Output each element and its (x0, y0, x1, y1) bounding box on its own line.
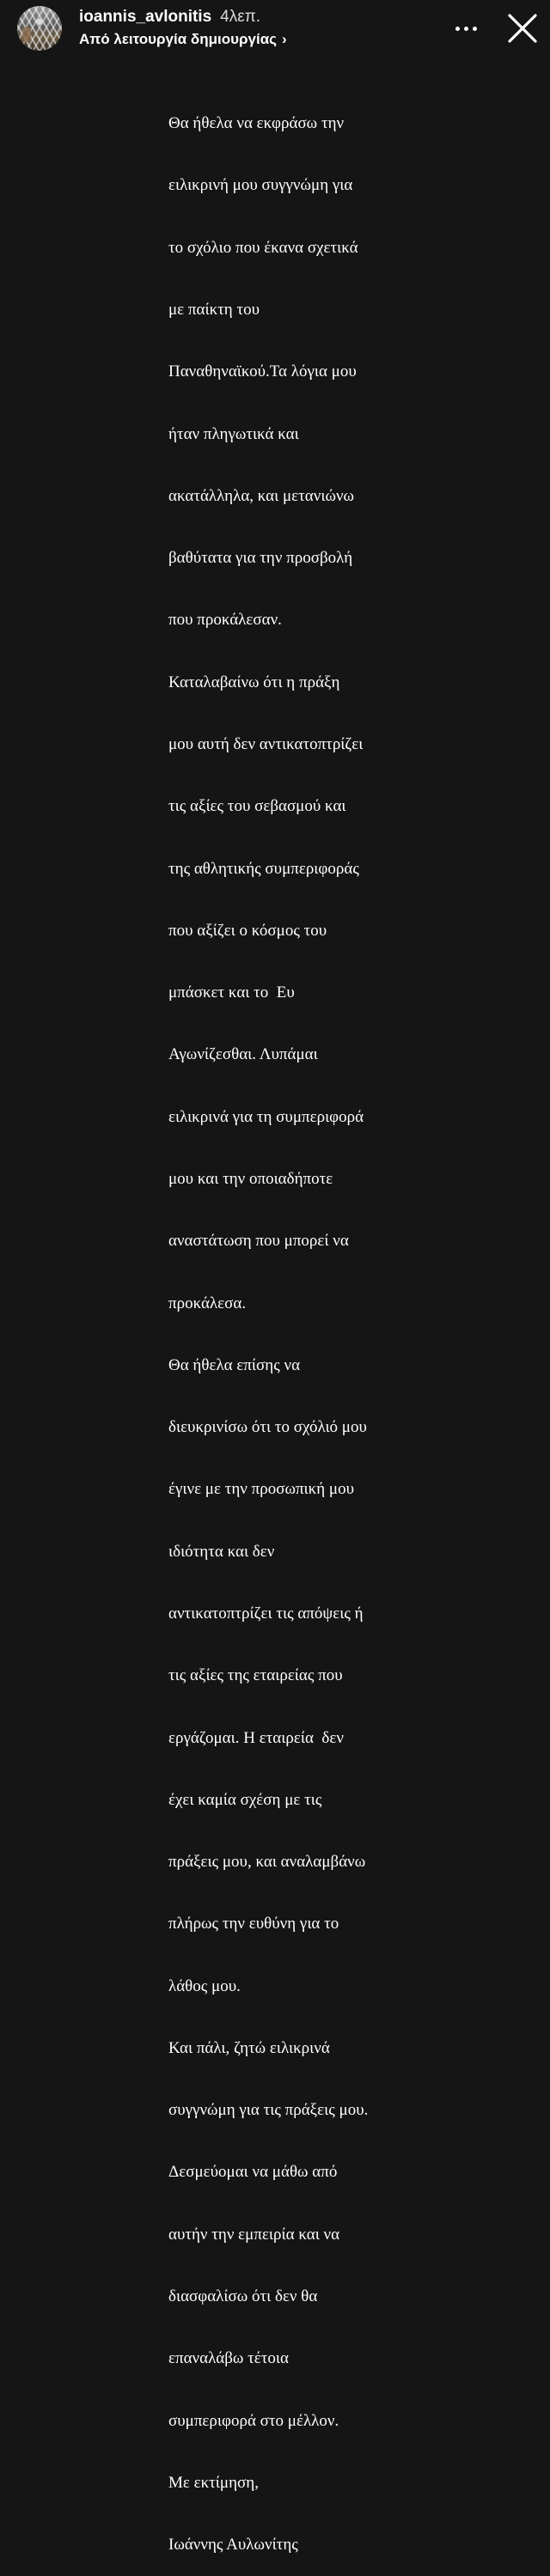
more-dots-icon (455, 27, 460, 31)
story-line: διασφαλίσω ότι δεν θα (168, 2287, 318, 2306)
story-line: μου αυτή δεν αντικατοπτρίζει (168, 735, 364, 753)
story-header (0, 0, 550, 60)
story-line: Καταλαβαίνω ότι η πράξη (168, 673, 340, 691)
timestamp: 4λεπ. (220, 8, 261, 26)
user-line (79, 7, 260, 27)
story-line: πλήρως την ευθύνη για το (168, 1915, 339, 1934)
story-line: συμπεριφορά στο μέλλον. (168, 2411, 339, 2430)
story-line: βαθύτατα για την προσβολή (168, 549, 353, 568)
story-line: αυτήν την εμπειρία και να (168, 2225, 340, 2244)
story-line: Θα ήθελα επίσης να (168, 1355, 301, 1374)
story-line: μπάσκετ και το Ευ (168, 984, 295, 1002)
story-line: προκάλεσα. (168, 1294, 247, 1312)
more-dots-icon (464, 27, 468, 31)
story-line: Ιωάννης Αυλωνίτης (168, 2536, 298, 2555)
source-link[interactable] (79, 29, 287, 50)
more-dots-icon (473, 27, 477, 31)
story-line: ειλικρινή μου συγγνώμη για (168, 176, 353, 195)
story-line: που προκάλεσαν. (168, 611, 282, 630)
username[interactable]: ioannis_avlonitis (79, 8, 212, 26)
more-options-button[interactable] (449, 15, 483, 41)
story-line: συγγνώμη για τις πράξεις μου. (168, 2101, 369, 2120)
chevron-right-icon: › (282, 31, 287, 47)
story-line: ακατάλληλα, και μετανιώνω (168, 486, 355, 505)
story-line: ιδιότητα και δεν (168, 1542, 275, 1561)
story-line: Και πάλι, ζητώ ειλικρινά (168, 2038, 330, 2057)
story-line: διευκρινίσω ότι το σχόλιό μου (168, 1418, 367, 1437)
story-line: Αγωνίζεσθαι. Λυπάμαι (168, 1045, 318, 1064)
close-icon (505, 11, 540, 46)
story-text (168, 72, 426, 2576)
story-line: της αθλητικής συμπεριφοράς (168, 859, 359, 878)
close-button[interactable] (505, 11, 540, 46)
story-line: ήταν πληγωτικά και (168, 424, 299, 443)
story-line: που αξίζει ο κόσμος του (168, 921, 327, 940)
story-line: Θα ήθελα να εκφράσω την (168, 114, 345, 133)
story-line: τις αξίες της εταιρείας που (168, 1666, 343, 1685)
source-label: Από λειτουργία δημιουργίας (79, 31, 277, 47)
story-line: Παναθηναϊκού.Τα λόγια μου (168, 362, 357, 381)
story-line: Με εκτίμηση, (168, 2473, 259, 2492)
avatar[interactable] (17, 6, 62, 51)
story-line: επαναλάβω τέτοια (168, 2349, 289, 2368)
story-line: λάθος μου. (168, 1976, 241, 1995)
story-line: εργάζομαι. Η εταιρεία δεν (168, 1728, 344, 1747)
story-line: έχει καμία σχέση με τις (168, 1790, 322, 1809)
story-line: πράξεις μου, και αναλαμβάνω (168, 1853, 366, 1872)
story-line: αντικατοπτρίζει τις απόψεις ή (168, 1604, 364, 1623)
story-line: με παίκτη του (168, 301, 260, 320)
story-line: μου και την οποιαδήποτε (168, 1169, 333, 1188)
story-line: το σχόλιο που έκανα σχετικά (168, 238, 358, 257)
story-line: έγινε με την προσωπική μου (168, 1480, 355, 1499)
story-line: τις αξίες του σεβασμού και (168, 797, 346, 816)
story-line: Δεσμεύομαι να μάθω από (168, 2163, 338, 2182)
story-line: ειλικρινά για τη συμπεριφορά (168, 1107, 364, 1126)
story-line: αναστάτωση που μπορεί να (168, 1232, 349, 1251)
